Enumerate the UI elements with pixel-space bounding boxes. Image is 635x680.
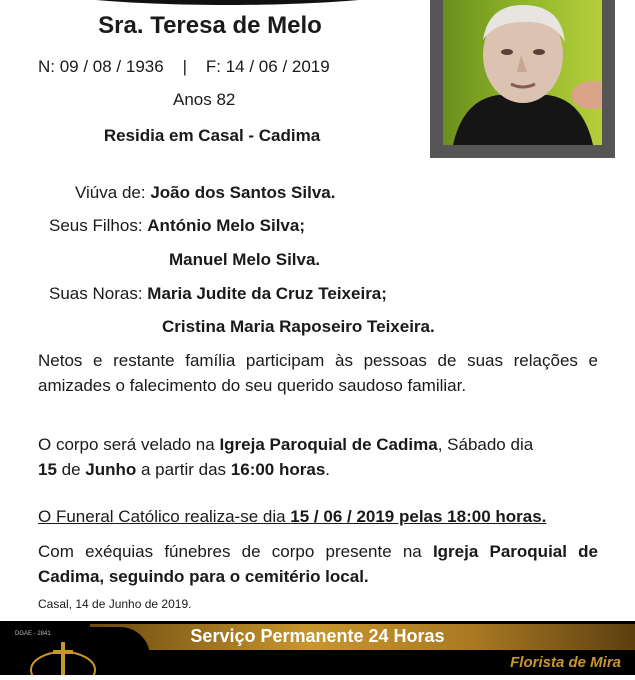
wake-month: Junho [85, 460, 137, 479]
inlaws-row [49, 284, 387, 304]
wake-time: 16:00 horas [230, 460, 326, 479]
age: Anos 82 [173, 90, 236, 109]
children-row [49, 216, 305, 236]
funeral-text-part: O Funeral Católico realiza-se dia [38, 507, 291, 526]
wake-text-part: O corpo será velado na [38, 435, 220, 454]
child-name: António Melo Silva; [147, 216, 306, 235]
deceased-name: Sra. Teresa de Melo [98, 12, 322, 39]
residence: Residia em Casal - Cadima [103, 126, 321, 145]
children-row-2 [169, 250, 320, 270]
florist-name: Florista de Mira [510, 654, 621, 671]
service-banner: Serviço Permanente 24 Horas [190, 626, 445, 646]
cross-emblem-icon [28, 640, 98, 680]
exequies-text [38, 539, 598, 589]
inlaws-label: Suas Noras: [49, 284, 143, 303]
funeral-text [38, 507, 546, 527]
widow-name: João dos Santos Silva. [150, 183, 336, 202]
exequies-text-part: Com exéquias fúnebres de corpo presente na [38, 542, 433, 561]
wake-text-part: a partir das [136, 460, 231, 479]
children-label: Seus Filhos: [49, 216, 143, 235]
license-number: DGAE - 2841 [15, 631, 51, 637]
wake-text-part: . [325, 460, 331, 479]
child-name: Manuel Melo Silva. [169, 250, 321, 269]
inlaw-name: Cristina Maria Raposeiro Teixeira. [162, 317, 435, 336]
wake-text [38, 432, 598, 482]
inlaw-name: Maria Judite da Cruz Teixeira; [147, 284, 387, 303]
birth-death-dates: N: 09 / 08 / 1936 | F: 14 / 06 / 2019 [38, 57, 330, 76]
widow-row [75, 183, 335, 203]
wake-text-part: de [56, 460, 86, 479]
portrait-photo [443, 0, 602, 145]
header-decoration [40, 0, 415, 5]
announcement-text: Netos e restante família participam às pessoas de suas relações e amizades o falecimento do seu querido saudoso familiar. [38, 351, 598, 395]
place-date: Casal, 14 de Junho de 2019. [38, 597, 192, 611]
inlaws-row-2 [162, 317, 435, 337]
widow-label: Viúva de: [75, 183, 146, 202]
wake-text-part: , Sábado dia [437, 435, 534, 454]
exequies-location: Igreja Paroquial de Cadima, seguindo para o cemitério local. [38, 542, 598, 586]
funeral-datetime: 15 / 06 / 2019 pelas 18:00 horas. [290, 507, 547, 526]
wake-church: Igreja Paroquial de Cadima [219, 435, 438, 454]
wake-day: 15 [38, 460, 57, 479]
